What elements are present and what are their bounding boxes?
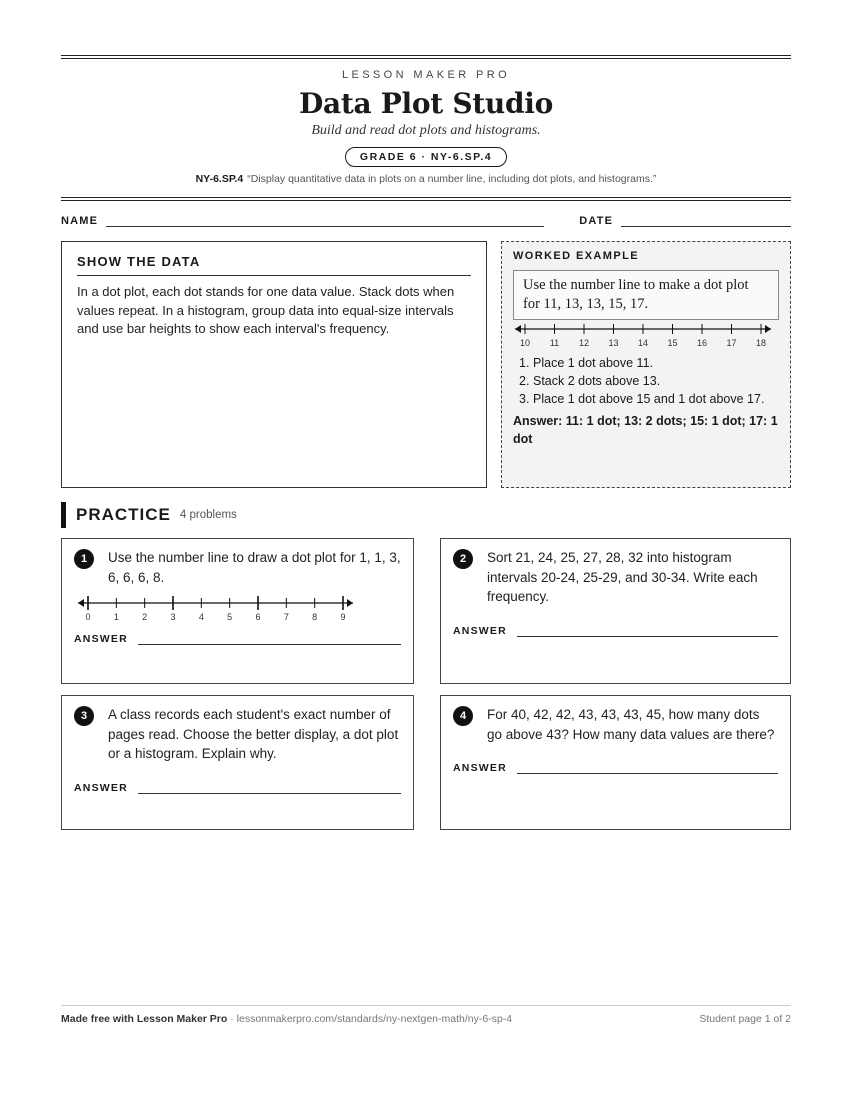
name-field[interactable]: [106, 217, 544, 227]
practice-grid: [61, 538, 791, 830]
show-the-data-body: In a dot plot, each dot stands for one data value. Stack dots when values repeat. In a histogram, group data into equal-size intervals and use bar heights to show each interval's frequency.: [77, 284, 455, 336]
number-line-tick-label: 15: [667, 338, 678, 348]
answer-label: ANSWER: [453, 762, 507, 774]
worked-example-answer: Answer: 11: 1 dot; 13: 2 dots; 15: 1 dot; 17: 1 dot: [513, 414, 778, 446]
answer-row: [74, 782, 401, 794]
problem-card-4: [440, 695, 791, 830]
worked-example-steps: [513, 354, 779, 408]
number-line-tick-label: 0: [85, 612, 91, 622]
worked-step: 3. Place 1 dot above 15 and 1 dot above 17.: [519, 392, 765, 406]
worked-example-heading: WORKED EXAMPLE: [513, 250, 639, 262]
grade-standard-badge: GRADE 6 · NY-6.SP.4: [345, 147, 507, 167]
standard-description: [61, 173, 791, 185]
practice-accent-bar: [61, 502, 66, 528]
answer-field[interactable]: [138, 637, 401, 645]
problem-text: Use the number line to draw a dot plot for 1, 1, 3, 6, 6, 6, 8.: [108, 550, 401, 585]
number-line-tick-label: 1: [113, 612, 119, 622]
page-title: Data Plot Studio: [299, 87, 553, 120]
problem-card-1: [61, 538, 414, 684]
answer-row: [453, 762, 778, 774]
number-line-tick-label: 9: [340, 612, 346, 622]
arrow-left-icon: [515, 325, 521, 333]
page-footer: [61, 1005, 791, 1025]
number-line-tick-label: 10: [519, 338, 531, 348]
problem-1-number-line[interactable]: [74, 593, 364, 627]
practice-count: 4 problems: [179, 509, 237, 521]
problem-number-badge: 4: [453, 706, 473, 726]
footer-url: · lessonmakerpro.com/standards/ny-nextgen-math/ny-6-sp-4: [227, 1013, 513, 1025]
problem-number-badge: 3: [74, 706, 94, 726]
standard-code: NY-6.SP.4: [195, 173, 244, 185]
worked-example-number-line: [513, 320, 779, 352]
number-line-tick-label: 12: [578, 338, 590, 348]
number-line-tick-label: 17: [726, 338, 737, 348]
arrow-right-icon: [765, 325, 771, 333]
practice-header: [61, 502, 791, 528]
problem-number-badge: 1: [74, 549, 94, 569]
answer-label: ANSWER: [74, 633, 128, 645]
answer-label: ANSWER: [453, 624, 507, 637]
worked-step: 1. Place 1 dot above 11.: [519, 356, 653, 370]
number-line-tick-label: 5: [227, 612, 233, 622]
standard-text: “Display quantitative data in plots on a number line, including dot plots, and histograms.”: [247, 173, 657, 185]
arrow-right-icon: [347, 599, 353, 607]
answer-field[interactable]: [517, 629, 778, 637]
practice-title: PRACTICE: [76, 505, 171, 524]
arrow-left-icon: [78, 599, 84, 607]
number-line-tick-label: 6: [255, 612, 261, 622]
show-the-data-panel: [61, 241, 487, 488]
brand-name: LESSON MAKER PRO: [341, 69, 511, 81]
answer-field[interactable]: [138, 786, 401, 794]
number-line-tick-label: 16: [696, 338, 708, 348]
worksheet-page: [61, 55, 791, 830]
footer-made-with: Made free with Lesson Maker Pro: [61, 1013, 228, 1025]
page-subtitle: Build and read dot plots and histograms.: [311, 123, 541, 138]
worked-example-panel: [501, 241, 791, 488]
problem-number-badge: 2: [453, 549, 473, 569]
answer-row: [74, 633, 401, 645]
problem-text: For 40, 42, 42, 43, 43, 43, 45, how many dots go above 43? How many data values are there?: [487, 707, 775, 742]
answer-row: [453, 625, 778, 637]
problem-card-2: [440, 538, 791, 684]
number-line-tick-label: 4: [198, 612, 204, 622]
footer-page-number: Student page 1 of 2: [699, 1013, 791, 1025]
show-the-data-heading: SHOW THE DATA: [77, 254, 471, 276]
answer-field[interactable]: [517, 766, 778, 774]
answer-label: ANSWER: [74, 781, 128, 794]
date-field[interactable]: [621, 217, 791, 227]
intro-row: [61, 241, 791, 488]
worked-step: 2. Stack 2 dots above 13.: [519, 374, 661, 388]
worksheet-header: [61, 59, 791, 185]
number-line-tick-label: 18: [755, 338, 767, 348]
name-date-row: [61, 215, 791, 227]
name-label: NAME: [61, 215, 99, 227]
problem-text: Sort 21, 24, 25, 27, 28, 32 into histogram intervals 20-24, 25-29, and 30-34. Write each frequency.: [487, 550, 758, 604]
number-line-tick-label: 3: [170, 612, 176, 622]
footer-credit: [61, 1013, 512, 1025]
date-label: DATE: [579, 215, 614, 227]
number-line-tick-label: 11: [549, 338, 560, 348]
problem-text: A class records each student's exact number of pages read. Choose the better display, a dot plot or a histogram. Explain why.: [108, 707, 399, 761]
number-line-tick-label: 7: [283, 612, 289, 622]
number-line-tick-label: 14: [637, 338, 649, 348]
header-bottom-rule: [61, 197, 791, 201]
worked-example-question: Use the number line to make a dot plot for 11, 13, 13, 15, 17.: [513, 270, 779, 320]
number-line-tick-label: 2: [142, 612, 148, 622]
number-line-tick-label: 8: [312, 612, 318, 622]
number-line-tick-label: 13: [608, 338, 619, 348]
problem-card-3: [61, 695, 414, 830]
